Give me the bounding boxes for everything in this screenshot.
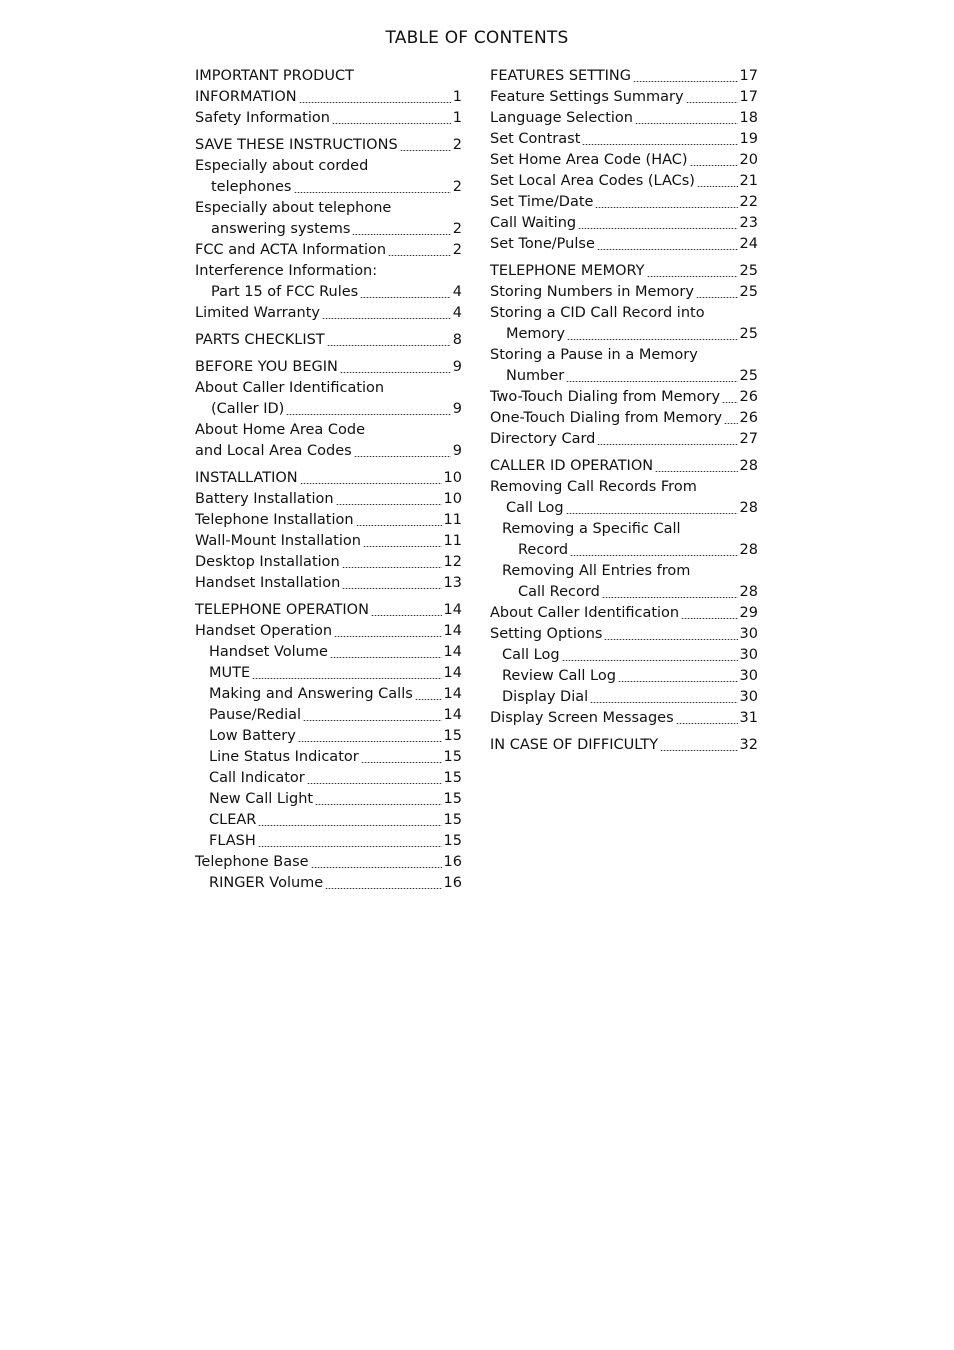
toc-page-number: 12 bbox=[443, 554, 462, 570]
dot-leader bbox=[330, 657, 442, 658]
toc-entry[interactable] bbox=[195, 198, 462, 240]
toc-page-number: 1 bbox=[452, 89, 462, 105]
toc-entry-title: Record bbox=[518, 542, 569, 558]
toc-entry-title-line: Removing Call Records From bbox=[490, 479, 697, 495]
toc-entry[interactable] bbox=[490, 234, 758, 255]
toc-entry-title: FEATURES SETTING bbox=[490, 68, 631, 84]
toc-entry[interactable] bbox=[195, 705, 462, 726]
toc-entry-title-line: About Home Area Code bbox=[195, 422, 366, 438]
dot-leader bbox=[354, 456, 451, 457]
toc-entry-title: About Caller Identification bbox=[490, 605, 680, 621]
toc-entry-title-line: About Caller Identification bbox=[195, 380, 385, 396]
dot-leader bbox=[342, 588, 441, 589]
toc-entry[interactable] bbox=[490, 87, 758, 108]
toc-page-number: 30 bbox=[739, 647, 758, 663]
toc-page-number: 26 bbox=[739, 410, 758, 426]
dot-leader bbox=[294, 192, 451, 193]
dot-leader bbox=[322, 318, 451, 319]
toc-page-number: 14 bbox=[443, 644, 462, 660]
toc-entry[interactable] bbox=[490, 213, 758, 234]
dot-leader bbox=[352, 234, 450, 235]
toc-entry[interactable] bbox=[490, 171, 758, 192]
toc-page-number: 23 bbox=[739, 215, 758, 231]
toc-page-number: 14 bbox=[443, 623, 462, 639]
dot-leader bbox=[690, 165, 738, 166]
toc-page-number: 18 bbox=[739, 110, 758, 126]
toc-entry-title: Part 15 of FCC Rules bbox=[211, 284, 359, 300]
toc-entry[interactable] bbox=[195, 420, 462, 462]
toc-page-number: 4 bbox=[452, 305, 462, 321]
toc-entry-title: Set Time/Date bbox=[490, 194, 594, 210]
toc-entry-title: RINGER Volume bbox=[209, 875, 324, 891]
toc-entry-title: Review Call Log bbox=[502, 668, 616, 684]
dot-leader bbox=[336, 504, 442, 505]
toc-section-entry[interactable] bbox=[490, 261, 758, 282]
dot-leader bbox=[595, 207, 737, 208]
dot-leader bbox=[696, 297, 738, 298]
toc-entry[interactable] bbox=[195, 303, 462, 324]
toc-entry-title: BEFORE YOU BEGIN bbox=[195, 359, 338, 375]
dot-leader bbox=[334, 636, 441, 637]
dot-leader bbox=[604, 639, 737, 640]
dot-leader bbox=[676, 723, 738, 724]
toc-entry[interactable] bbox=[490, 387, 758, 408]
toc-page-number: 25 bbox=[739, 263, 758, 279]
dot-leader bbox=[597, 444, 737, 445]
dot-leader bbox=[566, 381, 737, 382]
toc-page-number: 1 bbox=[452, 110, 462, 126]
toc-entry[interactable] bbox=[195, 156, 462, 198]
toc-page-number: 2 bbox=[452, 137, 462, 153]
toc-page-number: 30 bbox=[739, 689, 758, 705]
toc-entry-title: New Call Light bbox=[209, 791, 314, 807]
dot-leader bbox=[578, 228, 737, 229]
toc-page-number: 24 bbox=[739, 236, 758, 252]
toc-entry-title: Call Log bbox=[502, 647, 560, 663]
toc-entry[interactable] bbox=[490, 192, 758, 213]
toc-page-number: 13 bbox=[443, 575, 462, 591]
toc-page-number: 10 bbox=[443, 491, 462, 507]
toc-entry-title: Setting Options bbox=[490, 626, 603, 642]
dot-leader bbox=[570, 555, 737, 556]
toc-entry[interactable] bbox=[490, 429, 758, 450]
toc-entry[interactable] bbox=[195, 378, 462, 420]
toc-page-number: 30 bbox=[739, 626, 758, 642]
toc-page-number: 11 bbox=[443, 512, 462, 528]
toc-page-number: 28 bbox=[739, 542, 758, 558]
toc-entry-title: (Caller ID) bbox=[211, 401, 285, 417]
toc-page-number: 10 bbox=[443, 470, 462, 486]
toc-entry-title: Handset Installation bbox=[195, 575, 341, 591]
dot-leader bbox=[298, 741, 442, 742]
toc-entry[interactable] bbox=[490, 708, 758, 729]
toc-entry-title: Two-Touch Dialing from Memory bbox=[490, 389, 721, 405]
toc-section-entry[interactable] bbox=[195, 330, 462, 351]
toc-entry[interactable] bbox=[195, 621, 462, 642]
toc-entry[interactable] bbox=[490, 150, 758, 171]
toc-entry[interactable] bbox=[195, 552, 462, 573]
toc-entry-title-line: IMPORTANT PRODUCT bbox=[195, 68, 354, 84]
toc-entry[interactable] bbox=[490, 477, 758, 519]
toc-entry[interactable] bbox=[490, 645, 758, 666]
toc-page-number: 15 bbox=[443, 770, 462, 786]
toc-entry-title: IN CASE OF DIFFICULTY bbox=[490, 737, 659, 753]
toc-entry-title: Call Log bbox=[506, 500, 564, 516]
toc-entry-title-line: Removing a Specific Call bbox=[502, 521, 681, 537]
toc-page-number: 15 bbox=[443, 791, 462, 807]
dot-leader bbox=[315, 804, 441, 805]
toc-entry-title: Telephone Installation bbox=[195, 512, 354, 528]
toc-entry-title: Storing Numbers in Memory bbox=[490, 284, 694, 300]
dot-leader bbox=[602, 597, 738, 598]
toc-page-number: 17 bbox=[739, 89, 758, 105]
dot-leader bbox=[371, 615, 442, 616]
toc-entry-title: Low Battery bbox=[209, 728, 296, 744]
toc-page-number: 9 bbox=[452, 443, 462, 459]
dot-leader bbox=[361, 762, 442, 763]
toc-entry[interactable] bbox=[195, 489, 462, 510]
toc-page-number: 9 bbox=[452, 401, 462, 417]
toc-entry[interactable] bbox=[195, 573, 462, 594]
toc-entry-title: Call Record bbox=[518, 584, 600, 600]
toc-section-entry[interactable] bbox=[490, 66, 758, 87]
dot-leader bbox=[311, 867, 442, 868]
toc-section-entry[interactable] bbox=[195, 135, 462, 156]
toc-entry[interactable] bbox=[195, 510, 462, 531]
toc-entry-title: Feature Settings Summary bbox=[490, 89, 684, 105]
toc-section-entry[interactable] bbox=[195, 357, 462, 378]
toc-page-number: 22 bbox=[739, 194, 758, 210]
toc-entry[interactable] bbox=[195, 852, 462, 873]
toc-entry-title: FLASH bbox=[209, 833, 256, 849]
toc-entry-title: Line Status Indicator bbox=[209, 749, 359, 765]
toc-entry[interactable] bbox=[490, 108, 758, 129]
toc-entry-title: Display Screen Messages bbox=[490, 710, 674, 726]
dot-leader bbox=[647, 276, 738, 277]
toc-entry[interactable] bbox=[490, 519, 758, 561]
toc-entry-title: TELEPHONE MEMORY bbox=[490, 263, 645, 279]
toc-entry[interactable] bbox=[490, 282, 758, 303]
toc-section-entry[interactable] bbox=[195, 66, 462, 108]
page-title: TABLE OF CONTENTS bbox=[385, 28, 569, 48]
toc-entry[interactable] bbox=[195, 873, 462, 894]
toc-entry-title: Battery Installation bbox=[195, 491, 334, 507]
dot-leader bbox=[332, 123, 451, 124]
dot-leader bbox=[562, 660, 738, 661]
toc-entry[interactable] bbox=[195, 810, 462, 831]
dot-leader bbox=[307, 783, 442, 784]
toc-page-number: 2 bbox=[452, 179, 462, 195]
toc-section-entry[interactable] bbox=[490, 735, 758, 756]
dot-leader bbox=[681, 618, 737, 619]
toc-page-number: 19 bbox=[739, 131, 758, 147]
toc-entry-title: Desktop Installation bbox=[195, 554, 340, 570]
dot-leader bbox=[618, 681, 738, 682]
dot-leader bbox=[724, 423, 737, 424]
dot-leader bbox=[633, 81, 738, 82]
toc-page-number: 15 bbox=[443, 812, 462, 828]
dot-leader bbox=[388, 255, 451, 256]
dot-leader bbox=[415, 699, 442, 700]
toc-entry-title: Pause/Redial bbox=[209, 707, 302, 723]
dot-leader bbox=[400, 150, 451, 151]
toc-page-number: 25 bbox=[739, 284, 758, 300]
toc-entry[interactable] bbox=[195, 789, 462, 810]
dot-leader bbox=[590, 702, 737, 703]
dot-leader bbox=[340, 372, 451, 373]
toc-entry[interactable] bbox=[195, 747, 462, 768]
toc-entry-title: Call Indicator bbox=[209, 770, 305, 786]
toc-entry-title-line: Interference Information: bbox=[195, 263, 378, 279]
dot-leader bbox=[258, 825, 441, 826]
toc-entry-title: CLEAR bbox=[209, 812, 257, 828]
dot-leader bbox=[566, 513, 738, 514]
toc-entry-title: and Local Area Codes bbox=[195, 443, 352, 459]
dot-leader bbox=[286, 414, 450, 415]
toc-entry-title-line: Storing a CID Call Record into bbox=[490, 305, 705, 321]
toc-page-number: 16 bbox=[443, 875, 462, 891]
toc-entry[interactable] bbox=[195, 108, 462, 129]
toc-entry-title-line: Especially about telephone bbox=[195, 200, 392, 216]
toc-entry[interactable] bbox=[490, 666, 758, 687]
toc-page-number: 28 bbox=[739, 500, 758, 516]
toc-entry-title: Set Local Area Codes (LACs) bbox=[490, 173, 695, 189]
toc-entry-title: Limited Warranty bbox=[195, 305, 320, 321]
toc-entry-title: TELEPHONE OPERATION bbox=[195, 602, 369, 618]
toc-entry-title: Wall-Mount Installation bbox=[195, 533, 361, 549]
toc-entry[interactable] bbox=[195, 261, 462, 303]
toc-page-number: 9 bbox=[452, 359, 462, 375]
toc-entry-title: PARTS CHECKLIST bbox=[195, 332, 325, 348]
toc-entry-title: INSTALLATION bbox=[195, 470, 298, 486]
toc-entry-title-line: Removing All Entries from bbox=[502, 563, 691, 579]
dot-leader bbox=[327, 345, 451, 346]
dot-leader bbox=[303, 720, 442, 721]
toc-entry-title: Call Waiting bbox=[490, 215, 577, 231]
toc-entry-title: Safety Information bbox=[195, 110, 330, 126]
toc-entry-title: Directory Card bbox=[490, 431, 596, 447]
dot-leader bbox=[582, 144, 737, 145]
toc-entry[interactable] bbox=[490, 603, 758, 624]
toc-entry-title: Telephone Base bbox=[195, 854, 309, 870]
toc-entry[interactable] bbox=[490, 624, 758, 645]
toc-entry[interactable] bbox=[195, 726, 462, 747]
toc-page-number: 15 bbox=[443, 833, 462, 849]
toc-right-column bbox=[490, 66, 758, 756]
dot-leader bbox=[635, 123, 738, 124]
toc-entry[interactable] bbox=[490, 561, 758, 603]
toc-page-number: 15 bbox=[443, 728, 462, 744]
toc-page-number: 8 bbox=[452, 332, 462, 348]
toc-entry-title-line: Storing a Pause in a Memory bbox=[490, 347, 698, 363]
toc-entry[interactable] bbox=[490, 408, 758, 429]
toc-entry-title: CALLER ID OPERATION bbox=[490, 458, 654, 474]
dot-leader bbox=[342, 567, 442, 568]
dot-leader bbox=[722, 402, 738, 403]
dot-leader bbox=[660, 750, 738, 751]
toc-page-number: 11 bbox=[443, 533, 462, 549]
toc-entry-title: Handset Operation bbox=[195, 623, 333, 639]
toc-entry-title: Making and Answering Calls bbox=[209, 686, 413, 702]
toc-entry-title: Display Dial bbox=[502, 689, 589, 705]
toc-left-column bbox=[195, 66, 462, 894]
toc-page-number: 28 bbox=[739, 584, 758, 600]
dot-leader bbox=[567, 339, 738, 340]
toc-entry[interactable] bbox=[195, 831, 462, 852]
dot-leader bbox=[363, 546, 442, 547]
toc-page-number: 16 bbox=[443, 854, 462, 870]
toc-section-entry[interactable] bbox=[490, 456, 758, 477]
toc-entry[interactable] bbox=[195, 768, 462, 789]
dot-leader bbox=[299, 102, 451, 103]
dot-leader bbox=[686, 102, 738, 103]
toc-entry-title: One-Touch Dialing from Memory bbox=[490, 410, 723, 426]
toc-page-number: 30 bbox=[739, 668, 758, 684]
toc-entry[interactable] bbox=[195, 240, 462, 261]
toc-page-number: 31 bbox=[739, 710, 758, 726]
toc-entry[interactable] bbox=[490, 129, 758, 150]
toc-section-entry[interactable] bbox=[195, 600, 462, 621]
toc-entry-title: answering systems bbox=[211, 221, 351, 237]
toc-page-number: 25 bbox=[739, 326, 758, 342]
toc-page-number: 27 bbox=[739, 431, 758, 447]
toc-entry-title: telephones bbox=[211, 179, 292, 195]
toc-page-number: 4 bbox=[452, 284, 462, 300]
toc-page-number: 2 bbox=[452, 221, 462, 237]
toc-entry-title: Number bbox=[506, 368, 565, 384]
toc-entry[interactable] bbox=[490, 687, 758, 708]
toc-page-number: 14 bbox=[443, 602, 462, 618]
dot-leader bbox=[252, 678, 441, 679]
dot-leader bbox=[300, 483, 442, 484]
toc-page-number: 14 bbox=[443, 707, 462, 723]
toc-entry-title-line: Especially about corded bbox=[195, 158, 369, 174]
toc-entry-title: SAVE THESE INSTRUCTIONS bbox=[195, 137, 398, 153]
toc-page-number: 14 bbox=[443, 665, 462, 681]
toc-entry[interactable] bbox=[195, 663, 462, 684]
dot-leader bbox=[360, 297, 451, 298]
toc-entry-title: Set Contrast bbox=[490, 131, 581, 147]
toc-entry-title: Handset Volume bbox=[209, 644, 328, 660]
dot-leader bbox=[325, 888, 441, 889]
toc-page-number: 2 bbox=[452, 242, 462, 258]
toc-page-number: 25 bbox=[739, 368, 758, 384]
toc-entry-title: Set Tone/Pulse bbox=[490, 236, 595, 252]
dot-leader bbox=[597, 249, 738, 250]
toc-page-number: 15 bbox=[443, 749, 462, 765]
toc-page-number: 29 bbox=[739, 605, 758, 621]
toc-entry[interactable] bbox=[195, 684, 462, 705]
toc-page-number: 32 bbox=[739, 737, 758, 753]
dot-leader bbox=[655, 471, 737, 472]
toc-entry-title: Set Home Area Code (HAC) bbox=[490, 152, 688, 168]
toc-entry-title: Memory bbox=[506, 326, 565, 342]
toc-entry-title: Language Selection bbox=[490, 110, 633, 126]
toc-page-number: 28 bbox=[739, 458, 758, 474]
toc-page-number: 21 bbox=[739, 173, 758, 189]
toc-section-entry[interactable] bbox=[195, 468, 462, 489]
toc-entry[interactable] bbox=[195, 642, 462, 663]
toc-entry[interactable] bbox=[490, 345, 758, 387]
toc-page-number: 17 bbox=[739, 68, 758, 84]
toc-entry-title: FCC and ACTA Information bbox=[195, 242, 387, 258]
toc-page-number: 20 bbox=[739, 152, 758, 168]
dot-leader bbox=[258, 846, 442, 847]
toc-entry-title: MUTE bbox=[209, 665, 251, 681]
dot-leader bbox=[697, 186, 738, 187]
toc-entry[interactable] bbox=[195, 531, 462, 552]
toc-entry[interactable] bbox=[490, 303, 758, 345]
toc-entry-title: INFORMATION bbox=[195, 89, 297, 105]
dot-leader bbox=[356, 525, 442, 526]
toc-page-number: 26 bbox=[739, 389, 758, 405]
toc-page-number: 14 bbox=[443, 686, 462, 702]
